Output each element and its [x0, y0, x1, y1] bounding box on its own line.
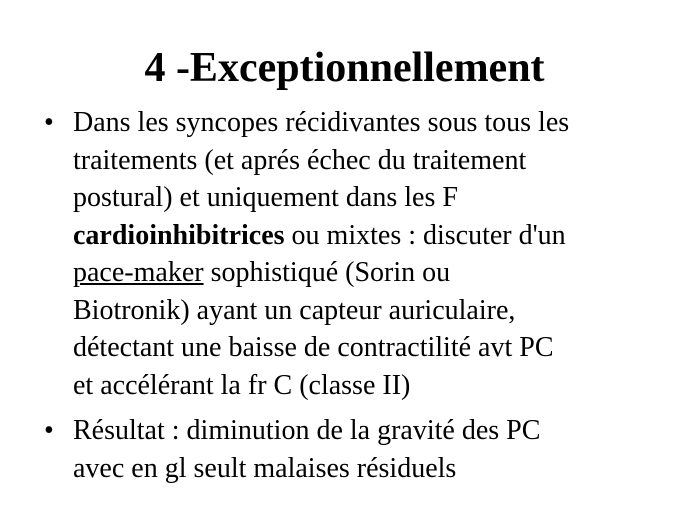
bullet-dot-icon: • [44, 415, 54, 446]
bullet-line: Dans les syncopes récidivantes sous tous les [73, 107, 570, 138]
bullet-line: traitements (et aprés échec du traitement [73, 144, 527, 176]
bullet-line: avec en gl seult malaises résiduels [73, 452, 457, 484]
bold-term: cardioinhibitrices [73, 219, 285, 251]
bullet-item [40, 104, 640, 404]
slide-title: 4 -Exceptionnellement [144, 45, 545, 91]
bullet-list [40, 104, 640, 495]
bullet-item [40, 412, 640, 487]
underlined-term: pace-maker [73, 257, 204, 288]
bullet-line: détectant une baisse de contractilité avt PC [73, 332, 554, 363]
bullet-line: postural) et uniquement dans les F [73, 182, 458, 213]
bullet-line: Biotronik) ayant un capteur auriculaire, [73, 294, 516, 326]
bullet-line: Résultat : diminution de la gravité des PC [73, 415, 541, 446]
bullet-line: ou mixtes : discuter d'un [284, 219, 566, 251]
bullet-line: et accélérant la fr C (classe II) [73, 369, 411, 401]
bullet-line: sophistiqué (Sorin ou [203, 257, 451, 288]
bullet-dot-icon: • [44, 107, 54, 138]
